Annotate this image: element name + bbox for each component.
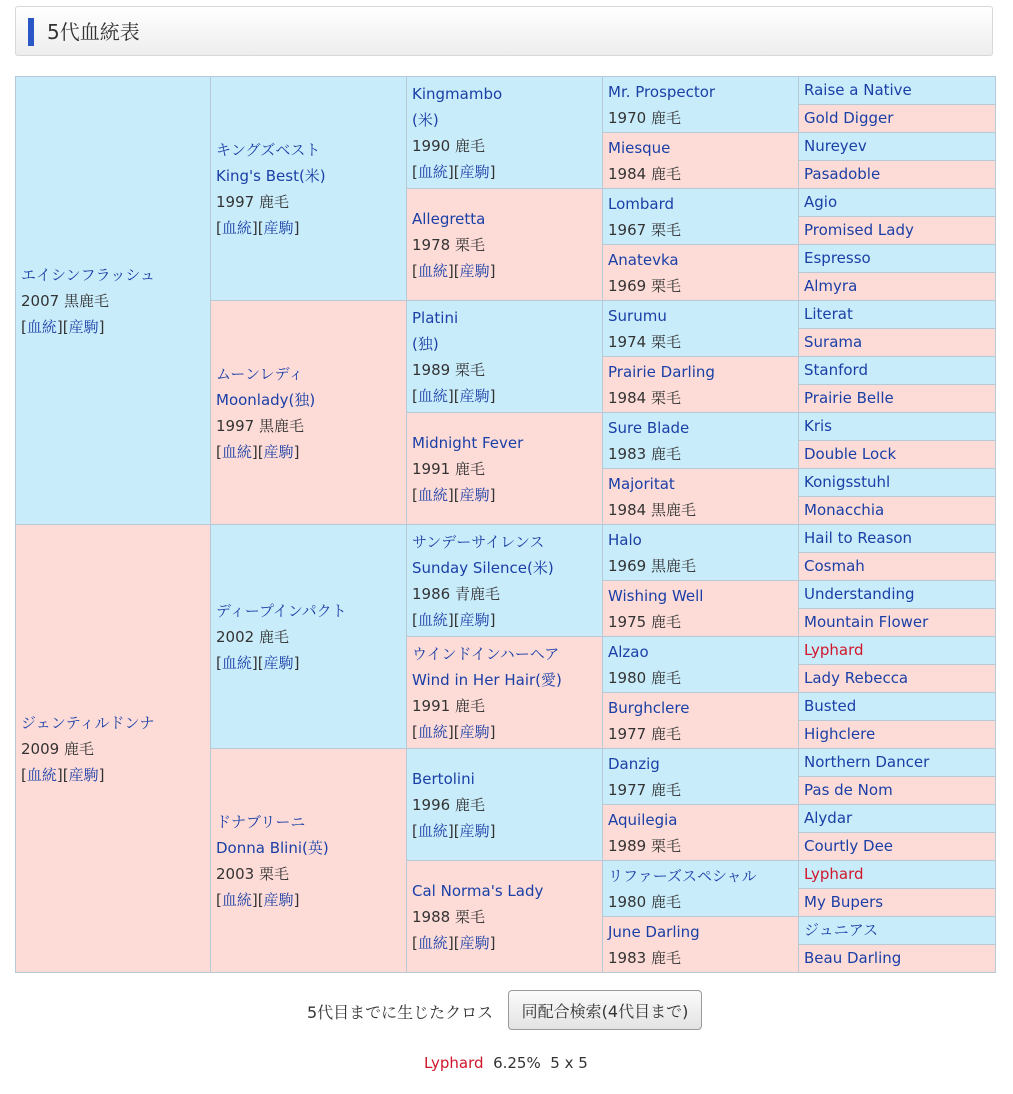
pedigree-link[interactable]: 血統 bbox=[417, 261, 448, 280]
bracket-open: [ bbox=[216, 890, 222, 909]
pedigree-row bbox=[16, 77, 996, 105]
horse-name-alt-link[interactable]: Sunday Silence(米) bbox=[412, 558, 554, 577]
horse-name-alt-link[interactable]: Moonlady(独) bbox=[216, 390, 316, 409]
horse-name-link[interactable]: Lombard bbox=[608, 194, 675, 213]
pedigree-cell-g5 bbox=[799, 553, 996, 581]
horse-name-link[interactable]: Mr. Prospector bbox=[608, 82, 716, 101]
pedigree-cell-g5 bbox=[799, 777, 996, 805]
horse-info: 1984 黒鹿毛 bbox=[608, 500, 696, 519]
bracket-close: ] bbox=[98, 317, 105, 336]
cross-result bbox=[424, 1054, 588, 1072]
pedigree-cell-g5 bbox=[799, 301, 996, 329]
horse-info: 1991 鹿毛 bbox=[412, 459, 485, 478]
pedigree-link[interactable]: 血統 bbox=[417, 485, 448, 504]
horse-info: 1969 黒鹿毛 bbox=[608, 556, 696, 575]
horse-links bbox=[216, 215, 406, 241]
horse-name-link[interactable]: Alydar bbox=[804, 809, 853, 827]
pedigree-cell-g5 bbox=[799, 917, 996, 945]
horse-links bbox=[216, 887, 406, 913]
horse-info: 1984 鹿毛 bbox=[608, 164, 681, 183]
horse-name-link[interactable]: ディープインパクト bbox=[216, 601, 347, 620]
bracket-close: ] bbox=[489, 261, 496, 280]
horse-name-link[interactable]: Mountain Flower bbox=[804, 613, 929, 631]
pedigree-cell-g4 bbox=[603, 917, 799, 973]
horse-links bbox=[412, 818, 602, 844]
pedigree-cell-g2 bbox=[211, 301, 407, 525]
pedigree-link[interactable]: 血統 bbox=[417, 933, 448, 952]
horse-name-link[interactable]: Cal Norma's Lady bbox=[412, 881, 544, 900]
horse-name-link[interactable]: Prairie Darling bbox=[608, 362, 715, 381]
bracket-open: [ bbox=[62, 317, 69, 336]
horse-name-link[interactable]: Hail to Reason bbox=[804, 529, 913, 547]
bracket-close: ] bbox=[489, 821, 496, 840]
bracket-open: [ bbox=[412, 610, 418, 629]
horse-name-link[interactable]: Konigsstuhl bbox=[804, 473, 891, 491]
bracket-open: [ bbox=[453, 610, 460, 629]
pedigree-cell-g2 bbox=[211, 525, 407, 749]
bracket-close: ] bbox=[489, 610, 496, 629]
horse-name-link[interactable]: Burghclere bbox=[608, 698, 690, 717]
cross-horse-link[interactable]: Lyphard bbox=[424, 1054, 484, 1072]
offspring-link[interactable]: 産駒 bbox=[68, 765, 99, 784]
horse-name-link[interactable]: Literat bbox=[804, 305, 853, 323]
bracket-open: [ bbox=[216, 218, 222, 237]
pedigree-cell-g5 bbox=[799, 609, 996, 637]
horse-name-link[interactable]: Northern Dancer bbox=[804, 753, 930, 771]
pedigree-cell-g5 bbox=[799, 413, 996, 441]
bracket-close: ] bbox=[56, 765, 63, 784]
horse-name-link[interactable]: Pasadoble bbox=[804, 165, 881, 183]
bracket-open: [ bbox=[21, 317, 27, 336]
pedigree-cell-g1 bbox=[16, 77, 211, 525]
offspring-link[interactable]: 産駒 bbox=[263, 218, 294, 237]
pedigree-cell-g5 bbox=[799, 77, 996, 105]
pedigree-cell-g3 bbox=[407, 861, 603, 973]
bracket-open: [ bbox=[412, 261, 418, 280]
horse-links bbox=[412, 482, 602, 508]
bracket-open: [ bbox=[453, 162, 460, 181]
horse-name-link[interactable]: Highclere bbox=[804, 725, 876, 743]
pedigree-cell-g4 bbox=[603, 469, 799, 525]
pedigree-link[interactable]: 血統 bbox=[417, 386, 448, 405]
bracket-open: [ bbox=[412, 821, 418, 840]
pedigree-cell-g4 bbox=[603, 189, 799, 245]
pedigree-cell-g5 bbox=[799, 133, 996, 161]
bracket-open: [ bbox=[453, 386, 460, 405]
horse-links bbox=[412, 258, 602, 284]
bracket-close: ] bbox=[251, 653, 258, 672]
horse-name-link[interactable]: Sure Blade bbox=[608, 418, 690, 437]
offspring-link[interactable]: 産駒 bbox=[459, 386, 490, 405]
bracket-close: ] bbox=[251, 442, 258, 461]
bracket-open: [ bbox=[453, 933, 460, 952]
pedigree-link[interactable]: 血統 bbox=[417, 162, 448, 181]
pedigree-row bbox=[16, 525, 996, 553]
pedigree-link[interactable]: 血統 bbox=[417, 610, 448, 629]
cross-generation: 5 x 5 bbox=[550, 1054, 588, 1072]
horse-info: 1975 鹿毛 bbox=[608, 612, 681, 631]
horse-name-link[interactable]: Cosmah bbox=[804, 557, 865, 575]
horse-name-link[interactable]: Halo bbox=[608, 530, 642, 549]
pedigree-cell-g5 bbox=[799, 721, 996, 749]
horse-info: 1988 栗毛 bbox=[412, 907, 485, 926]
horse-name-link[interactable]: Lady Rebecca bbox=[804, 669, 909, 687]
pedigree-cell-g4 bbox=[603, 301, 799, 357]
horse-name-link[interactable]: Surumu bbox=[608, 306, 667, 325]
horse-info: 1974 栗毛 bbox=[608, 332, 681, 351]
pedigree-cell-g5 bbox=[799, 105, 996, 133]
cross-search-row bbox=[0, 990, 1013, 1032]
pedigree-cell-g3 bbox=[407, 637, 603, 749]
horse-name-link[interactable]: Prairie Belle bbox=[804, 389, 894, 407]
bracket-close: ] bbox=[489, 162, 496, 181]
bracket-close: ] bbox=[447, 162, 454, 181]
horse-name-link[interactable]: Alzao bbox=[608, 642, 649, 661]
horse-name-alt-link[interactable]: Wind in Her Hair(愛) bbox=[412, 670, 562, 689]
horse-name-link[interactable]: Wishing Well bbox=[608, 586, 704, 605]
pedigree-cell-g5 bbox=[799, 945, 996, 973]
bracket-open: [ bbox=[21, 765, 27, 784]
bracket-close: ] bbox=[489, 386, 496, 405]
pedigree-link[interactable]: 血統 bbox=[221, 653, 252, 672]
horse-name-link[interactable]: ジュニアス bbox=[804, 921, 879, 939]
pedigree-cell-g4 bbox=[603, 749, 799, 805]
horse-name-link[interactable]: June Darling bbox=[608, 922, 700, 941]
same-mating-search-button[interactable]: 同配合検索(4代目まで) bbox=[508, 990, 702, 1030]
pedigree-cell-g3 bbox=[407, 301, 603, 413]
bracket-open: [ bbox=[453, 485, 460, 504]
bracket-open: [ bbox=[257, 890, 264, 909]
horse-name-link[interactable]: Raise a Native bbox=[804, 81, 912, 99]
horse-links bbox=[412, 607, 602, 633]
horse-name-link[interactable]: Busted bbox=[804, 697, 857, 715]
horse-info: 1986 青鹿毛 bbox=[412, 584, 500, 603]
bracket-close: ] bbox=[447, 261, 454, 280]
horse-info: 2003 栗毛 bbox=[216, 864, 289, 883]
horse-links bbox=[412, 930, 602, 956]
horse-info: 1984 栗毛 bbox=[608, 388, 681, 407]
pedigree-link[interactable]: 血統 bbox=[221, 442, 252, 461]
bracket-open: [ bbox=[412, 933, 418, 952]
bracket-open: [ bbox=[453, 261, 460, 280]
horse-name-alt-link[interactable]: (米) bbox=[412, 110, 439, 129]
bracket-close: ] bbox=[98, 765, 105, 784]
horse-name-link[interactable]: Gold Digger bbox=[804, 109, 894, 127]
horse-name-link[interactable]: Allegretta bbox=[412, 209, 486, 228]
pedigree-link[interactable]: 血統 bbox=[26, 765, 57, 784]
horse-name-alt-link[interactable]: (独) bbox=[412, 334, 439, 353]
pedigree-cell-g5 bbox=[799, 889, 996, 917]
horse-info: 1977 鹿毛 bbox=[608, 724, 681, 743]
horse-info: 2007 黒鹿毛 bbox=[21, 291, 109, 310]
horse-links bbox=[412, 159, 602, 185]
horse-links bbox=[412, 383, 602, 409]
horse-info: 2009 鹿毛 bbox=[21, 739, 94, 758]
cross-label: 5代目までに生じたクロス bbox=[307, 1003, 494, 1022]
offspring-link[interactable]: 産駒 bbox=[263, 442, 294, 461]
horse-info: 1967 栗毛 bbox=[608, 220, 681, 239]
bracket-open: [ bbox=[412, 386, 418, 405]
pedigree-cell-g3 bbox=[407, 525, 603, 637]
horse-name-link[interactable]: Platini bbox=[412, 308, 459, 327]
pedigree-link[interactable]: 血統 bbox=[417, 722, 448, 741]
horse-name-link[interactable]: Danzig bbox=[608, 754, 660, 773]
pedigree-cell-g4 bbox=[603, 77, 799, 133]
horse-name-link[interactable]: エイシンフラッシュ bbox=[21, 265, 156, 284]
horse-info: 1989 栗毛 bbox=[608, 836, 681, 855]
bracket-close: ] bbox=[293, 218, 300, 237]
horse-name-link[interactable]: Almyra bbox=[804, 277, 858, 295]
horse-name-link[interactable]: ドナブリーニ bbox=[216, 812, 306, 831]
pedigree-cell-g3 bbox=[407, 77, 603, 189]
pedigree-cell-g5 bbox=[799, 357, 996, 385]
offspring-link[interactable]: 産駒 bbox=[459, 821, 490, 840]
horse-name-link[interactable]: Bertolini bbox=[412, 769, 475, 788]
bracket-close: ] bbox=[489, 485, 496, 504]
page-title: 5代血統表 bbox=[47, 20, 140, 44]
horse-name-link[interactable]: ムーンレディ bbox=[216, 364, 304, 383]
bracket-close: ] bbox=[251, 890, 258, 909]
horse-info: 2002 鹿毛 bbox=[216, 627, 289, 646]
pedigree-cell-g5 bbox=[799, 749, 996, 777]
pedigree-cell-g5 bbox=[799, 161, 996, 189]
horse-name-link[interactable]: Nureyev bbox=[804, 137, 867, 155]
bracket-close: ] bbox=[447, 485, 454, 504]
section-header bbox=[15, 6, 993, 56]
pedigree-cell-g2 bbox=[211, 749, 407, 973]
horse-info: 1969 栗毛 bbox=[608, 276, 681, 295]
bracket-close: ] bbox=[489, 933, 496, 952]
bracket-close: ] bbox=[489, 722, 496, 741]
bracket-open: [ bbox=[412, 722, 418, 741]
pedigree-cell-g4 bbox=[603, 133, 799, 189]
horse-info: 1991 鹿毛 bbox=[412, 696, 485, 715]
pedigree-cell-g5 bbox=[799, 329, 996, 357]
pedigree-cell-g1 bbox=[16, 525, 211, 973]
offspring-link[interactable]: 産駒 bbox=[459, 722, 490, 741]
horse-name-link[interactable]: Majoritat bbox=[608, 474, 675, 493]
pedigree-cell-g5 bbox=[799, 581, 996, 609]
pedigree-cell-g4 bbox=[603, 637, 799, 693]
pedigree-cell-g5 bbox=[799, 861, 996, 889]
horse-info: 1983 鹿毛 bbox=[608, 948, 681, 967]
bracket-close: ] bbox=[56, 317, 63, 336]
horse-info: 1996 鹿毛 bbox=[412, 795, 485, 814]
offspring-link[interactable]: 産駒 bbox=[459, 261, 490, 280]
bracket-open: [ bbox=[257, 442, 264, 461]
pedigree-cell-g5 bbox=[799, 189, 996, 217]
horse-name-link[interactable]: Kris bbox=[804, 417, 832, 435]
offspring-link[interactable]: 産駒 bbox=[459, 933, 490, 952]
horse-name-link[interactable]: Lyphard bbox=[804, 865, 864, 883]
pedigree-cell-g3 bbox=[407, 189, 603, 301]
horse-name-alt-link[interactable]: Donna Blini(英) bbox=[216, 838, 329, 857]
horse-name-link[interactable]: Understanding bbox=[804, 585, 915, 603]
bracket-open: [ bbox=[216, 653, 222, 672]
bracket-close: ] bbox=[447, 722, 454, 741]
horse-name-link[interactable]: Double Lock bbox=[804, 445, 897, 463]
offspring-link[interactable]: 産駒 bbox=[459, 610, 490, 629]
pedigree-cell-g4 bbox=[603, 581, 799, 637]
pedigree-cell-g5 bbox=[799, 497, 996, 525]
pedigree-link[interactable]: 血統 bbox=[417, 821, 448, 840]
pedigree-cell-g5 bbox=[799, 245, 996, 273]
bracket-open: [ bbox=[412, 162, 418, 181]
horse-info: 1997 鹿毛 bbox=[216, 192, 289, 211]
bracket-close: ] bbox=[293, 653, 300, 672]
horse-links bbox=[412, 719, 602, 745]
pedigree-cell-g5 bbox=[799, 693, 996, 721]
horse-info: 1983 鹿毛 bbox=[608, 444, 681, 463]
pedigree-cell-g5 bbox=[799, 469, 996, 497]
horse-info: 1980 鹿毛 bbox=[608, 892, 681, 911]
horse-name-alt-link[interactable]: King's Best(米) bbox=[216, 166, 326, 185]
bracket-open: [ bbox=[216, 442, 222, 461]
offspring-link[interactable]: 産駒 bbox=[68, 317, 99, 336]
bracket-close: ] bbox=[293, 442, 300, 461]
bracket-close: ] bbox=[251, 218, 258, 237]
horse-name-link[interactable]: リファーズスペシャル bbox=[608, 866, 757, 885]
bracket-open: [ bbox=[257, 653, 264, 672]
header-accent-bar bbox=[28, 18, 34, 46]
horse-info: 1970 鹿毛 bbox=[608, 108, 681, 127]
bracket-open: [ bbox=[62, 765, 69, 784]
horse-name-link[interactable]: Monacchia bbox=[804, 501, 885, 519]
horse-name-link[interactable]: Espresso bbox=[804, 249, 871, 267]
pedigree-link[interactable]: 血統 bbox=[221, 218, 252, 237]
offspring-link[interactable]: 産駒 bbox=[459, 485, 490, 504]
cross-percent: 6.25% bbox=[493, 1054, 541, 1072]
pedigree-cell-g5 bbox=[799, 525, 996, 553]
horse-links bbox=[21, 314, 210, 340]
pedigree-link[interactable]: 血統 bbox=[26, 317, 57, 336]
bracket-open: [ bbox=[257, 218, 264, 237]
horse-name-link[interactable]: Lyphard bbox=[804, 641, 864, 659]
pedigree-cell-g5 bbox=[799, 273, 996, 301]
pedigree-cell-g2 bbox=[211, 77, 407, 301]
pedigree-table bbox=[15, 76, 996, 973]
pedigree-cell-g4 bbox=[603, 805, 799, 861]
pedigree-cell-g4 bbox=[603, 245, 799, 301]
horse-name-link[interactable]: Agio bbox=[804, 193, 838, 211]
pedigree-cell-g3 bbox=[407, 749, 603, 861]
offspring-link[interactable]: 産駒 bbox=[459, 162, 490, 181]
horse-info: 1989 栗毛 bbox=[412, 360, 485, 379]
pedigree-cell-g5 bbox=[799, 441, 996, 469]
pedigree-cell-g4 bbox=[603, 357, 799, 413]
horse-name-link[interactable]: ウインドインハーヘア bbox=[412, 644, 560, 663]
pedigree-cell-g4 bbox=[603, 861, 799, 917]
bracket-close: ] bbox=[447, 386, 454, 405]
horse-info: 1978 栗毛 bbox=[412, 235, 485, 254]
pedigree-cell-g5 bbox=[799, 833, 996, 861]
horse-name-link[interactable]: Promised Lady bbox=[804, 221, 914, 239]
horse-name-link[interactable]: Aquilegia bbox=[608, 810, 678, 829]
pedigree-cell-g5 bbox=[799, 805, 996, 833]
horse-name-link[interactable]: Beau Darling bbox=[804, 949, 902, 967]
horse-name-link[interactable]: Stanford bbox=[804, 361, 868, 379]
pedigree-cell-g5 bbox=[799, 665, 996, 693]
horse-links bbox=[216, 650, 406, 676]
horse-name-link[interactable]: Surama bbox=[804, 333, 863, 351]
offspring-link[interactable]: 産駒 bbox=[263, 890, 294, 909]
bracket-close: ] bbox=[293, 890, 300, 909]
horse-info: 1997 黒鹿毛 bbox=[216, 416, 304, 435]
pedigree-cell-g5 bbox=[799, 217, 996, 245]
horse-name-link[interactable]: My Bupers bbox=[804, 893, 884, 911]
horse-info: 1977 鹿毛 bbox=[608, 780, 681, 799]
pedigree-cell-g4 bbox=[603, 413, 799, 469]
horse-name-link[interactable]: Courtly Dee bbox=[804, 837, 894, 855]
pedigree-cell-g5 bbox=[799, 385, 996, 413]
bracket-open: [ bbox=[453, 821, 460, 840]
horse-links bbox=[216, 439, 406, 465]
pedigree-cell-g3 bbox=[407, 413, 603, 525]
bracket-open: [ bbox=[453, 722, 460, 741]
bracket-close: ] bbox=[447, 821, 454, 840]
horse-name-link[interactable]: キングズベスト bbox=[216, 140, 321, 159]
offspring-link[interactable]: 産駒 bbox=[263, 653, 294, 672]
horse-name-link[interactable]: Pas de Nom bbox=[804, 781, 893, 799]
horse-name-link[interactable]: ジェンティルドンナ bbox=[21, 713, 155, 732]
pedigree-cell-g5 bbox=[799, 637, 996, 665]
horse-name-link[interactable]: Miesque bbox=[608, 138, 671, 157]
pedigree-link[interactable]: 血統 bbox=[221, 890, 252, 909]
horse-name-link[interactable]: Anatevka bbox=[608, 250, 679, 269]
bracket-close: ] bbox=[447, 933, 454, 952]
horse-info: 1990 鹿毛 bbox=[412, 136, 485, 155]
bracket-open: [ bbox=[412, 485, 418, 504]
pedigree-cell-g4 bbox=[603, 693, 799, 749]
horse-name-link[interactable]: Midnight Fever bbox=[412, 433, 524, 452]
pedigree-cell-g4 bbox=[603, 525, 799, 581]
bracket-close: ] bbox=[447, 610, 454, 629]
horse-info: 1980 鹿毛 bbox=[608, 668, 681, 687]
horse-name-link[interactable]: サンデーサイレンス bbox=[412, 532, 545, 551]
horse-links bbox=[21, 762, 210, 788]
horse-name-link[interactable]: Kingmambo bbox=[412, 84, 503, 103]
